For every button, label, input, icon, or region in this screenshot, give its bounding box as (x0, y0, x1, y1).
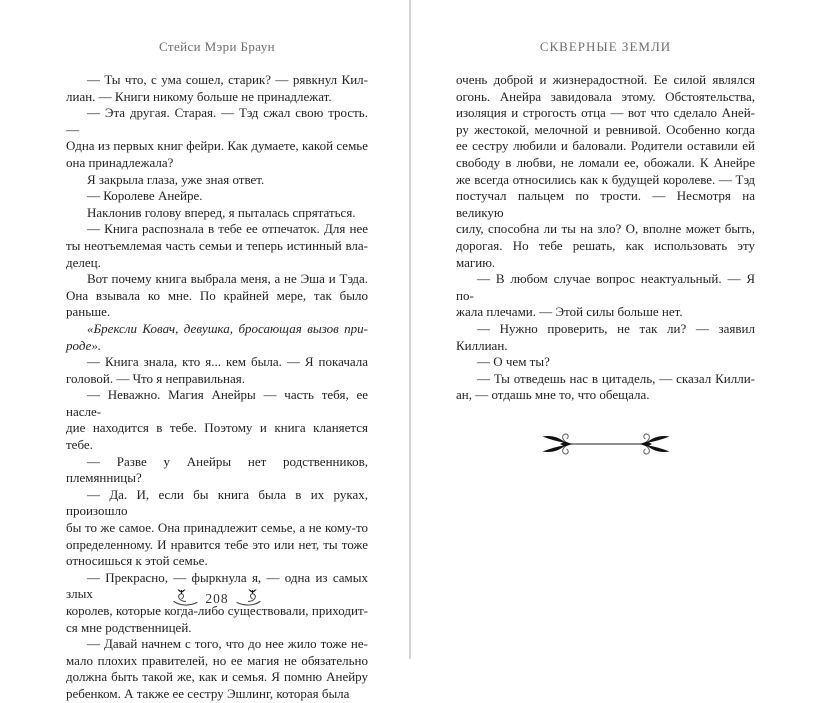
paragraph (66, 636, 368, 702)
text-line: дие находится в тебе. Поэтому и книга кланяется тебе. (66, 420, 368, 453)
text-line: изоляция и строгость отца — вот что сделало Аней- (456, 105, 755, 121)
text-line: ру жестокой, мелочной и ревнивой. Особенно когда (456, 121, 755, 137)
text-line: Наклонив голову вперед, я пыталась спрятаться. (87, 204, 356, 220)
text-line: — Неважно. Магия Анейры — часть тебя, ее насле- (66, 387, 368, 419)
text-line: — Разве у Анейры нет родственников, племянницы? (66, 453, 368, 486)
text-line: ся мне родственницей. (66, 619, 192, 635)
text-line: мало плохих правителей, но ее магия не обязательно (66, 652, 368, 668)
left-page (66, 0, 368, 701)
text-line: — Нужно проверить, не так ли? — заявил Киллиан. (456, 320, 755, 353)
text-line: свободу в любви, не ломали ее, обожали. К Анейре (456, 154, 755, 170)
running-header-title: СКВЕРНЫЕ ЗЕМЛИ (539, 39, 672, 54)
paragraph (66, 321, 368, 354)
text-line: силу, способна ли ты на зло? О, вполне может быть, (456, 221, 755, 237)
text-line: — Эта другая. Старая. — Тэд сжал свою трость. — (66, 105, 368, 137)
right-page-text (456, 72, 755, 404)
text-line: жала плечами. — Этой силы больше нет. (456, 304, 683, 320)
text-line: королев, которые когда-либо существовали, приходит- (66, 603, 368, 618)
text-line: делец. (66, 254, 101, 270)
text-line: она принадлежала? (66, 154, 174, 170)
text-line: головой. — Что я неправильная. (66, 370, 245, 386)
text-line: — Книга распознала в тебе ее отпечаток. Для нее (87, 221, 368, 237)
paragraph (66, 221, 368, 271)
page-gutter-line (409, 0, 411, 659)
paragraph (66, 454, 368, 487)
text-line: — Ты отведешь нас в цитадель, — сказал Килли- (477, 370, 755, 386)
paragraph (66, 72, 368, 105)
text-line: бы то же самое. Она принадлежит семье, а не кому-то (66, 520, 368, 536)
text-line: — Книга знала, кто я... кем была. — Я покачала (87, 354, 368, 370)
text-line: должна быть такой же, как и семья. Я помню Анейру (66, 669, 368, 685)
text-line: — Да. И, если бы книга была в их руках, произошло (66, 486, 368, 519)
paragraph (66, 487, 368, 570)
paragraph (66, 105, 368, 171)
page-number: 208 (205, 590, 229, 606)
scene-break-divider (456, 430, 755, 458)
text-line: роде». (66, 337, 102, 353)
paragraph (456, 72, 755, 271)
paragraph (66, 387, 368, 453)
text-line: дорогая. Но тебе решать, как использовать эту магию. (456, 237, 755, 270)
text-line: огонь. Анейра завидовала этому. Обстоятельства, (456, 88, 755, 104)
paragraph (66, 354, 368, 387)
folio-flourish-right-icon (236, 589, 263, 608)
text-line: Я закрыла глаза, уже зная ответ. (87, 171, 265, 187)
text-line: постучал пальцем по трости. — Несмотря на великую (456, 188, 755, 220)
text-line: — Прекрасно, — фыркнула я, — одна из самых злых (66, 569, 368, 602)
paragraph (66, 205, 368, 222)
text-line: Она взывала ко мне. По крайней мере, так было раньше. (66, 287, 368, 320)
running-header-author: Стейси Мэри Браун (158, 39, 276, 54)
text-line: — В любом случае вопрос неактуальный. — Я по- (456, 271, 755, 303)
right-page (456, 0, 755, 659)
text-line: ребенком. А также ее сестру Эшлинг, которая была (66, 685, 350, 701)
text-line: — Давай начнем с того, что до нее жило тоже не- (87, 636, 368, 652)
text-line: очень доброй и жизнерадостной. Ее силой являлся (456, 72, 755, 87)
page-number-block (66, 589, 368, 608)
text-line: — Ты что, с ума сошел, старик? — рявкнул Кил- (87, 72, 368, 87)
text-line: Вот почему книга выбрала меня, а не Эша и Тэда. (87, 271, 368, 287)
text-line: — О чем ты? (477, 354, 550, 370)
text-line: «Брексли Ковач, девушка, бросающая вызов при- (87, 320, 368, 336)
text-line: ты неотъемлемая часть семьи и теперь истинный вла- (66, 237, 368, 253)
text-line: — Королеве Анейре. (87, 188, 203, 204)
paragraph (456, 371, 755, 404)
text-line: лиан. — Книги никому больше не принадлежат. (66, 88, 332, 104)
text-line: Одна из первых книг фейри. Как думаете, какой семье (66, 138, 368, 154)
text-line: ее сестру любили и баловали. Родители оставили ей (456, 138, 755, 154)
text-line: ан, — отдашь мне то, что обещала. (456, 387, 650, 403)
text-line: определенному. И нравится тебе это или нет, ты тоже (66, 536, 368, 552)
paragraph (456, 354, 755, 371)
paragraph (456, 321, 755, 354)
text-line: же всегда относились как к будущей королеве. — Тэд (456, 171, 755, 187)
paragraph (66, 172, 368, 189)
paragraph (456, 271, 755, 321)
scene-divider-ornament-icon (531, 430, 681, 458)
text-line: относишься к этой семье. (66, 553, 208, 569)
paragraph (66, 188, 368, 205)
paragraph (66, 271, 368, 321)
folio-flourish-left-icon (171, 589, 198, 608)
